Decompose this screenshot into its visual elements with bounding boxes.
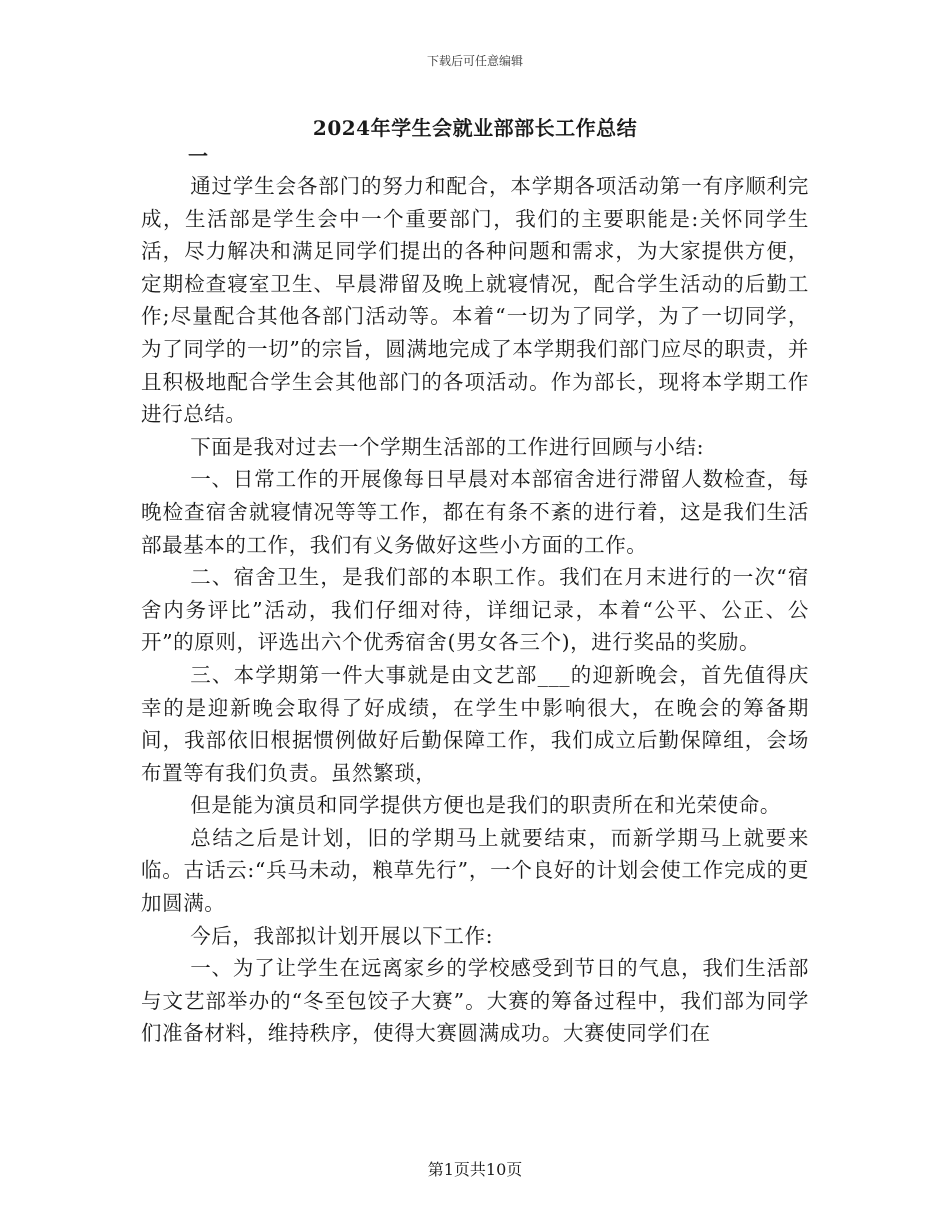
paragraph: 一、为了让学生在远离家乡的学校感受到节日的气息，我们生活部与文艺部举办的“冬至包饺子大赛”。大赛的筹备过程中，我们部为同学们准备材料，维持秩序，使得大赛圆满成功。大赛使同学们在: [141, 956, 809, 1046]
page-number-footer: 第1页共10页: [427, 1160, 523, 1179]
document-title: 2024年学生会就业部部长工作总结: [312, 116, 638, 140]
paragraph: 二、宿舍卫生，是我们部的本职工作。我们在月末进行的一次“宿舍内务评比”活动，我们仔细对待，详细记录，本着“公平、公正、公开”的原则，评选出六个优秀宿舍(男女各三个)，进行奖品的奖励。: [141, 565, 809, 655]
document-body: [141, 170, 809, 1050]
paragraph: 一、日常工作的开展像每日早晨对本部宿舍进行滞留人数检查，每晚检查宿舍就寝情况等等工作，都在有条不紊的进行着，这是我们生活部最基本的工作，我们有义务做好这些小方面的工作。: [141, 467, 809, 557]
page-header-note: 下载后可任意编辑: [426, 54, 523, 68]
paragraph: 三、本学期第一件大事就是由文艺部___的迎新晚会，首先值得庆幸的是迎新晚会取得了好成绩，在学生中影响很大，在晚会的筹备期间，我部依旧根据惯例做好后勤保障工作，我们成立后勤保障组，会场布置等有我们负责。虽然繁琐，: [141, 662, 809, 785]
document-subtitle: 一: [188, 144, 208, 168]
paragraph: 总结之后是计划，旧的学期马上就要结束，而新学期马上就要来临。古话云:“兵马未动，粮草先行”，一个良好的计划会使工作完成的更加圆满。: [141, 825, 809, 916]
paragraph: 今后，我部拟计划开展以下工作:: [190, 923, 494, 948]
paragraph: 但是能为演员和同学提供方便也是我们的职责所在和光荣使命。: [190, 793, 781, 818]
paragraph: 下面是我对过去一个学期生活部的工作进行回顾与小结:: [190, 434, 705, 459]
paragraph: 通过学生会各部门的努力和配合，本学期各项活动第一有序顺利完成，生活部是学生会中一个重要部门，我们的主要职能是:关怀同学生活，尽力解决和满足同学们提出的各种问题和需求，为大家提供方便，定期检查寝室卫生、早晨滞留及晚上就寝情况，配合学生活动的后勤工作;尽量配合其他各部门活动等。本着“一切为了同学，为了一切同学，为了同学的一切”的宗旨，圆满地完成了本学期我们部门应尽的职责，并且积极地配合学生会其他部门的各项活动。作为部长，现将本学期工作进行总结。: [141, 174, 809, 427]
